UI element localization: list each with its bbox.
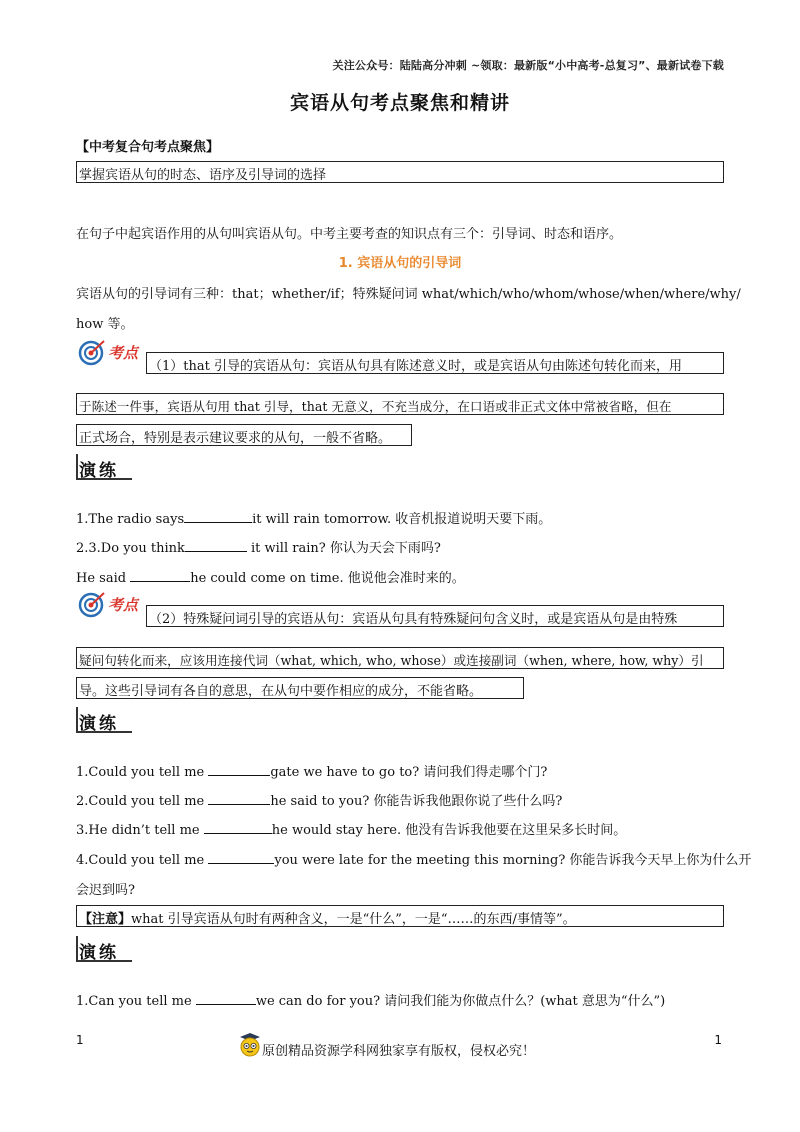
item-prefix: He said <box>76 571 131 586</box>
item-suffix: you were late for the meeting this morning? 你能告诉我今天早上你为什么开 <box>274 853 752 868</box>
intro-text: 在句子中起宾语作用的从句叫宾语从句。中考主要考查的知识点有三个：引导词、时态和语序。 <box>76 227 623 242</box>
practice1-item-3 <box>76 567 465 586</box>
item-suffix: he said to you? 你能告诉我他跟你说了些什么吗? <box>270 794 563 809</box>
item-suffix: it will rain tomorrow. 收音机报道说明天要下雨。 <box>252 512 552 527</box>
item-prefix: 2.3.Do you think <box>76 541 185 556</box>
focus-box-text: 掌握宾语从句的时态、语序及引导词的选择 <box>79 168 327 183</box>
page-number-right: 1 <box>714 1033 722 1047</box>
section-heading: 1. 宾语从句的引导词 <box>338 256 462 271</box>
footer-copyright: 原创精品资源学科网独家享有版权，侵权必究！ <box>262 1044 536 1059</box>
item-prefix: 4.Could you tell me <box>76 853 209 868</box>
item-prefix: 2.Could you tell me <box>76 794 209 809</box>
point1-box-line3 <box>76 424 412 446</box>
item-prefix: 1.The radio says <box>76 512 185 527</box>
practice2-item-1 <box>76 761 547 780</box>
answer-blank[interactable] <box>208 763 270 776</box>
practice2-item-4-cont: 会迟到吗? <box>76 883 135 898</box>
answer-blank[interactable] <box>208 792 270 805</box>
answer-blank[interactable] <box>184 510 252 523</box>
point1-box-line1 <box>146 352 724 374</box>
item-suffix: it will rain? 你认为天会下雨吗? <box>246 541 441 556</box>
point2-text-line3: 导。这些引导词有各自的意思，在从句中要作相应的成分，不能省略。 <box>79 684 483 699</box>
page-title: 宾语从句考点聚焦和精讲 <box>289 92 510 114</box>
focus-box <box>76 161 724 183</box>
practice-label: 演练 <box>79 943 119 963</box>
note-label: 【注意】 <box>79 912 132 927</box>
practice2-item-3 <box>76 819 626 838</box>
point1-box-line2 <box>76 393 724 415</box>
answer-blank[interactable] <box>204 821 272 834</box>
practice-label: 演练 <box>79 714 119 734</box>
point2-text-line1: （2）特殊疑问词引导的宾语从句：宾语从句具有特殊疑问句含义时，或是宾语从句是由特殊 <box>149 612 678 627</box>
answer-blank[interactable] <box>130 569 190 582</box>
kaodian-badge <box>78 338 144 368</box>
practice2-item-4 <box>76 849 751 868</box>
item-suffix: gate we have to go to? 请问我们得走哪个门? <box>270 765 548 780</box>
point2-text-line2: 疑问句转化而来，应该用连接代词（what, which, who, whose）或连接副词（when, where, how, why）引 <box>79 653 704 668</box>
point1-text-line1: （1）that 引导的宾语从句：宾语从句具有陈述意义时，或是宾语从句由陈述句转化而来，用 <box>149 359 682 374</box>
practice-badge <box>76 707 132 733</box>
item-prefix: 3.He didn’t tell me <box>76 823 204 838</box>
kaodian-label: 考点 <box>108 344 139 362</box>
practice-badge <box>76 454 132 480</box>
point2-box-line1 <box>146 605 724 627</box>
kaodian-badge <box>78 590 144 620</box>
kaodian-label: 考点 <box>108 596 139 614</box>
item-suffix: he could come on time. 他说他会准时来的。 <box>190 571 465 586</box>
answer-blank[interactable] <box>196 992 256 1005</box>
practice1-item-2 <box>76 537 441 556</box>
practice-label: 演练 <box>79 461 119 481</box>
answer-blank[interactable] <box>208 851 274 864</box>
header-note: 关注公众号：陆陆高分冲刺 ~领取：最新版“小中高考-总复习”、最新试卷下载 <box>332 59 724 72</box>
point1-text-line3: 正式场合，特别是表示建议要求的从句，一般不省略。 <box>79 431 392 446</box>
practice-badge <box>76 936 132 962</box>
answer-blank[interactable] <box>185 539 247 552</box>
practice1-item-1 <box>76 508 551 527</box>
focus-heading: 【中考复合句考点聚焦】 <box>76 140 220 155</box>
note-text: what 引导宾语从句时有两种含义，一是“什么”，一是“……的东西/事情等”。 <box>131 912 576 927</box>
point1-text-line2: 于陈述一件事，宾语从句用 that 引导，that 无意义，不充当成分，在口语或非正式文体中常被省略，但在 <box>79 399 672 414</box>
item-suffix: we can do for you? 请问我们能为你做点什么？(what 意思为“什么”) <box>255 994 666 1009</box>
section-desc-line1: 宾语从句的引导词有三种：that；whether/if；特殊疑问词 what/which/who/whom/whose/when/where/why/ <box>76 287 741 302</box>
mascot-icon <box>238 1031 262 1057</box>
item-suffix: he would stay here. 他没有告诉我他要在这里呆多长时间。 <box>271 823 627 838</box>
item-prefix: 1.Can you tell me <box>76 994 196 1009</box>
practice3-item-1 <box>76 990 665 1009</box>
point2-box-line3 <box>76 677 524 699</box>
note-box <box>76 905 724 927</box>
point2-box-line2 <box>76 647 724 669</box>
practice2-item-2 <box>76 790 562 809</box>
page-number-left: 1 <box>76 1033 84 1047</box>
item-prefix: 1.Could you tell me <box>76 765 209 780</box>
section-desc-line2: how 等。 <box>76 317 134 332</box>
